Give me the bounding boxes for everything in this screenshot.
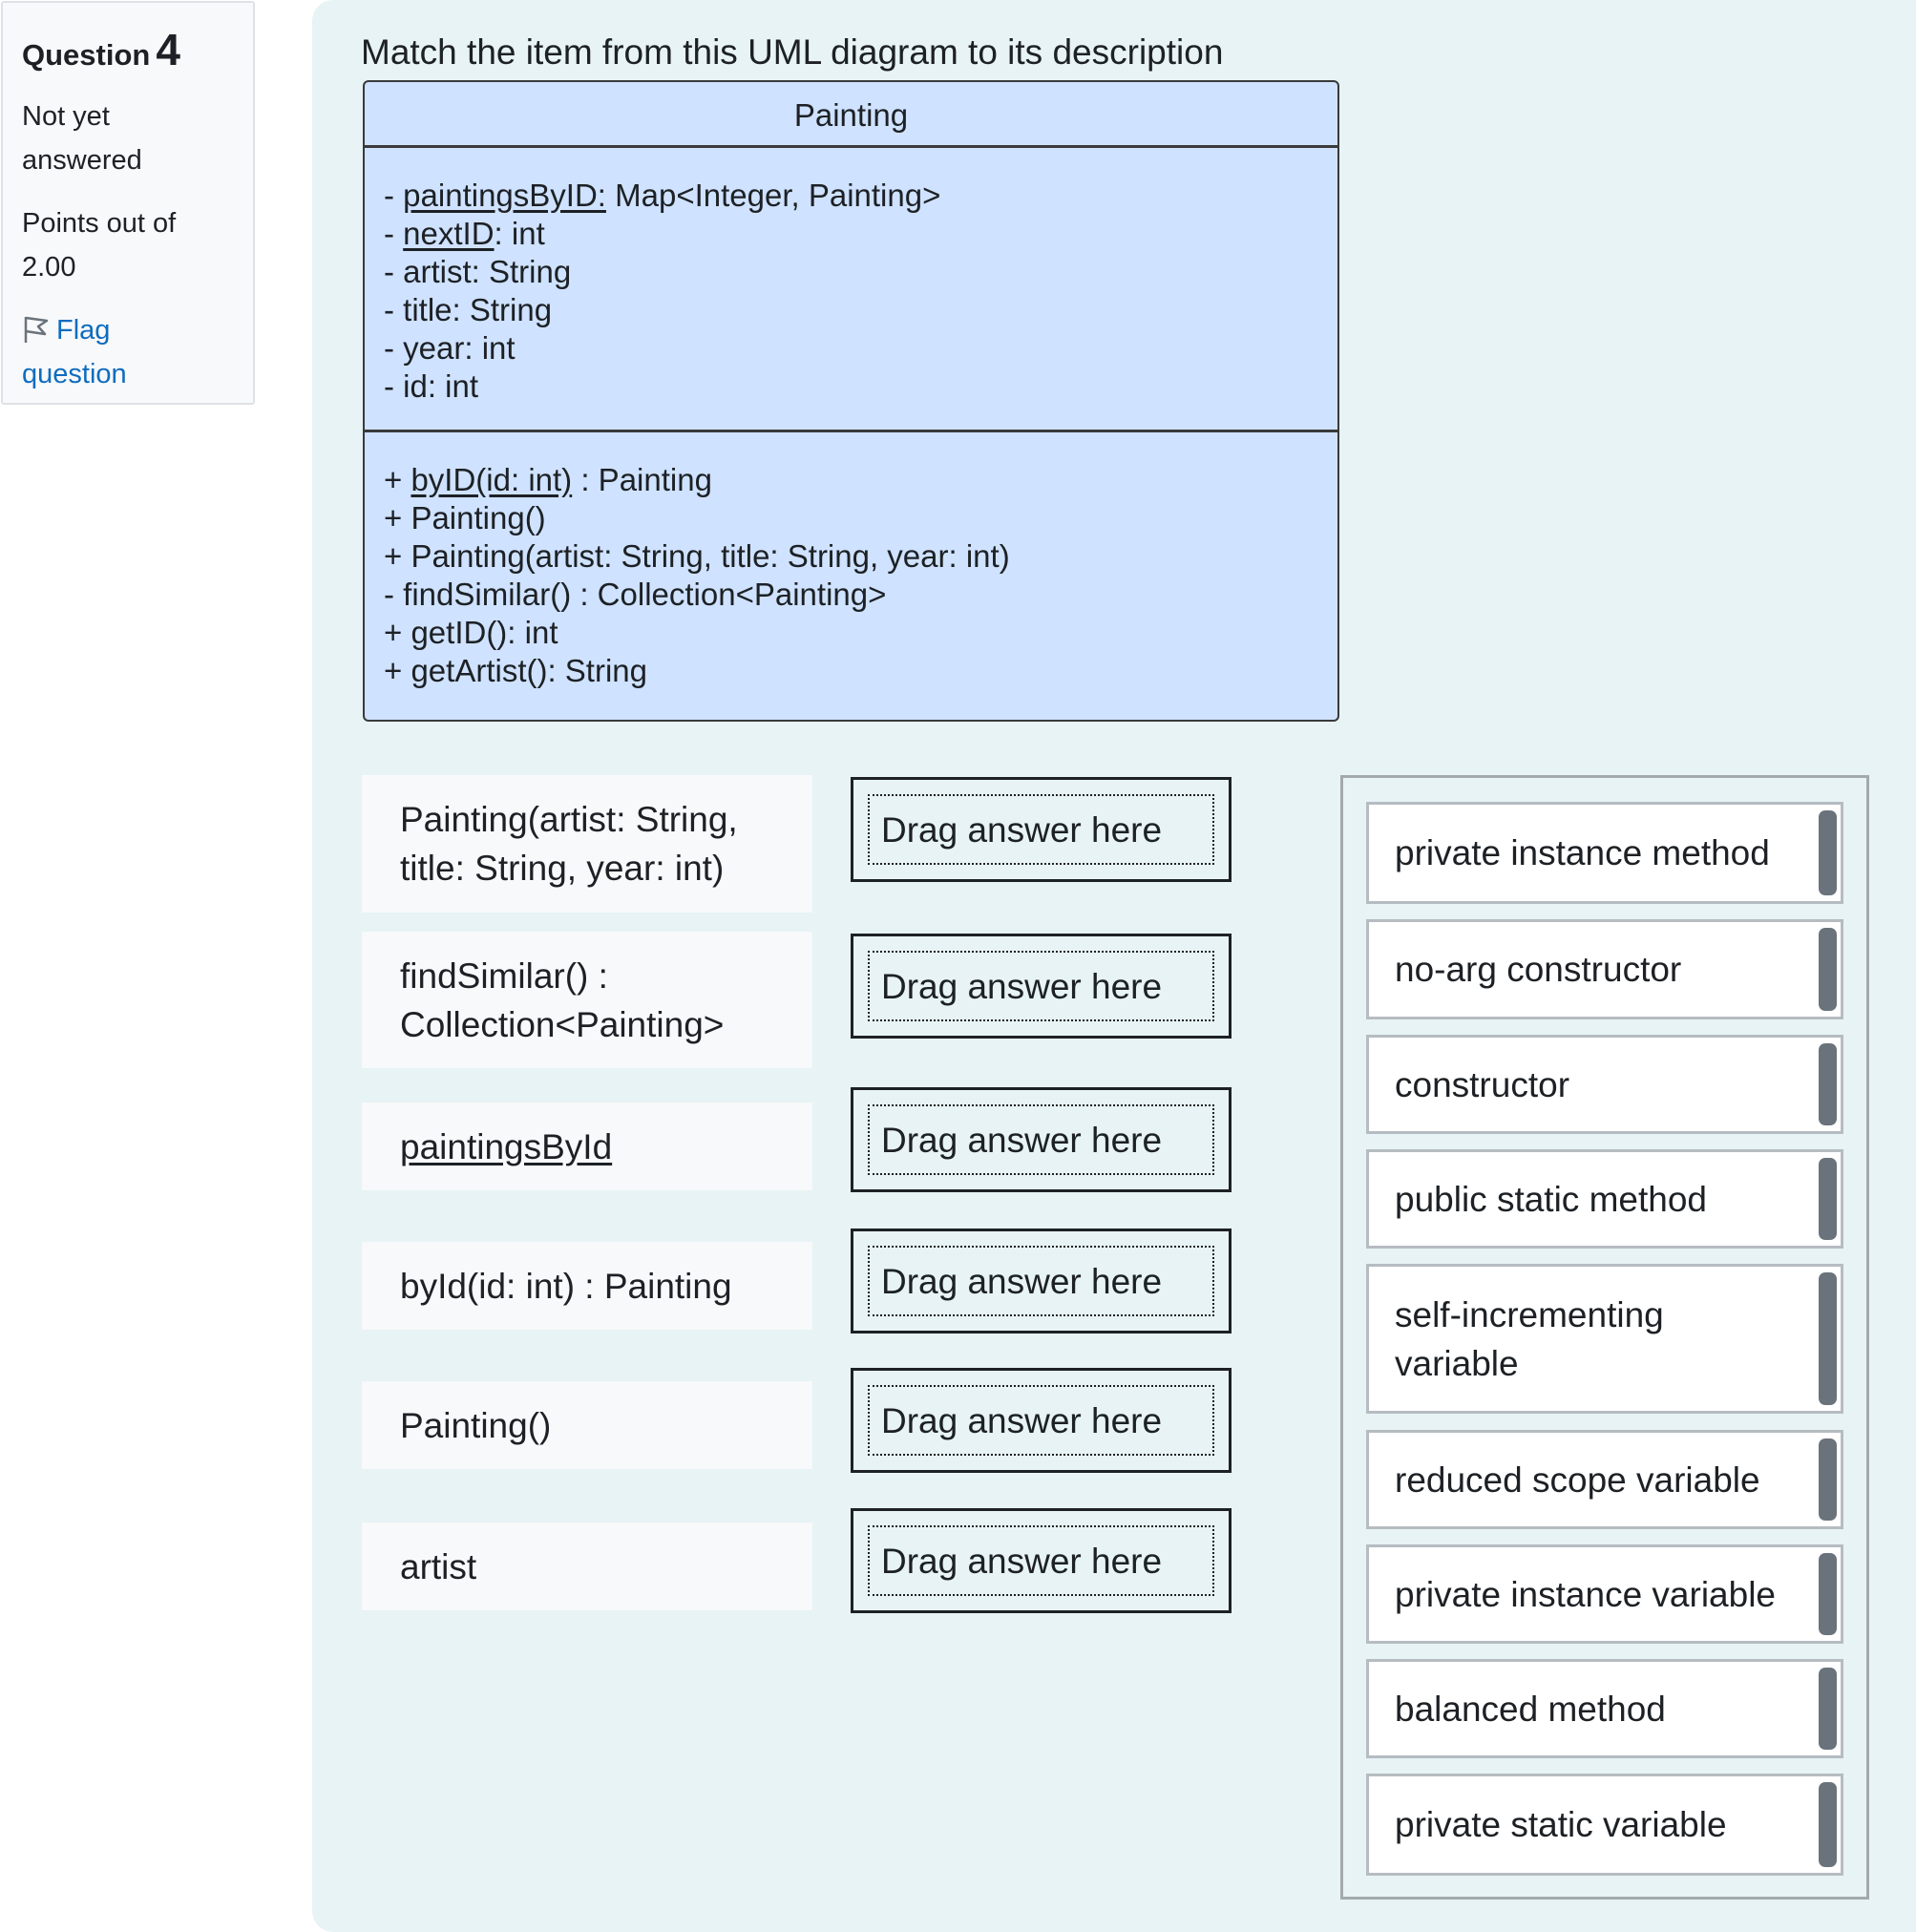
uml-attributes	[365, 148, 1337, 432]
question-num: 4	[156, 25, 180, 74]
drop-zone-4[interactable]	[851, 1228, 1232, 1334]
choice-item[interactable]	[1366, 802, 1843, 904]
choice-label[interactable]: private instance variable	[1395, 1574, 1776, 1614]
stem-text: findSimilar() :	[400, 956, 608, 996]
uml-op-static-name: byID(id: int)	[411, 462, 573, 497]
choice-label[interactable]: private static variable	[1395, 1805, 1727, 1844]
uml-operations	[365, 432, 1337, 690]
choice-label[interactable]: constructor	[1395, 1064, 1570, 1104]
stem-text: Collection<Painting>	[400, 1004, 725, 1044]
match-stem-5	[362, 1381, 812, 1469]
drop-placeholder[interactable]: Drag answer here	[868, 794, 1214, 865]
drag-handle-icon[interactable]	[1819, 1158, 1837, 1240]
uml-op-row: - findSimilar() : Collection<Painting>	[384, 577, 887, 612]
drop-placeholder[interactable]: Drag answer here	[868, 951, 1214, 1021]
drag-handle-icon[interactable]	[1819, 928, 1837, 1011]
choice-label[interactable]: public static method	[1395, 1179, 1708, 1219]
uml-class-name: Painting	[365, 82, 1337, 148]
choice-label[interactable]: self-incrementing variable	[1395, 1294, 1664, 1383]
drag-handle-icon[interactable]	[1819, 810, 1837, 895]
drag-handle-icon[interactable]	[1819, 1668, 1837, 1750]
choice-item[interactable]	[1366, 1035, 1843, 1134]
uml-op-return: : Painting	[572, 462, 712, 497]
choice-label[interactable]: no-arg constructor	[1395, 950, 1682, 989]
choice-item[interactable]	[1366, 1264, 1843, 1414]
drag-handle-icon[interactable]	[1819, 1438, 1837, 1521]
uml-attr-static-name: nextID	[403, 216, 495, 251]
flag-question-link[interactable]	[22, 308, 234, 396]
uml-attr-type: : int	[494, 216, 545, 251]
drag-handle-icon[interactable]	[1819, 1043, 1837, 1125]
uml-class-diagram	[363, 80, 1339, 722]
uml-attr-prefix: -	[384, 216, 404, 251]
drag-handle-icon[interactable]	[1819, 1782, 1837, 1867]
drop-zone-2[interactable]	[851, 934, 1232, 1039]
match-stem-4	[362, 1242, 812, 1330]
uml-attr-prefix: -	[384, 178, 404, 213]
question-state	[22, 94, 234, 182]
choice-item[interactable]	[1366, 919, 1843, 1019]
question-label: Question	[22, 38, 151, 72]
choice-item[interactable]	[1366, 1544, 1843, 1644]
flag-icon	[22, 315, 56, 346]
question-info	[1, 1, 255, 405]
uml-op-prefix: +	[384, 462, 411, 497]
stem-text: title: String, year: int)	[400, 849, 725, 888]
drop-zone-1[interactable]	[851, 777, 1232, 882]
drop-zone-6[interactable]	[851, 1508, 1232, 1613]
grade-line: Points out of	[22, 208, 177, 239]
uml-attr-row: - title: String	[384, 292, 553, 327]
drop-placeholder[interactable]: Drag answer here	[868, 1246, 1214, 1316]
choice-label[interactable]: reduced scope variable	[1395, 1460, 1760, 1500]
uml-op-row: + getArtist(): String	[384, 653, 648, 688]
drop-placeholder[interactable]: Drag answer here	[868, 1525, 1214, 1596]
uml-attr-row: - artist: String	[384, 254, 572, 289]
match-stem-2	[362, 932, 812, 1068]
stem-text: artist	[400, 1546, 477, 1586]
drop-placeholder[interactable]: Drag answer here	[868, 1385, 1214, 1456]
match-stem-1	[362, 775, 812, 913]
flag-label-1[interactable]: Flag	[56, 315, 111, 346]
stem-text: byId(id: int) : Painting	[400, 1266, 732, 1306]
choice-item[interactable]	[1366, 1430, 1843, 1529]
state-line: answered	[22, 145, 142, 176]
uml-attr-static-name: paintingsByID:	[403, 178, 606, 213]
uml-attr-row	[384, 215, 1337, 253]
choice-item[interactable]	[1366, 1659, 1843, 1758]
flag-label-2[interactable]: question	[22, 359, 127, 389]
uml-op-row	[384, 461, 1337, 499]
drop-zone-3[interactable]	[851, 1087, 1232, 1192]
choice-label[interactable]: private instance method	[1395, 833, 1770, 872]
state-line: Not yet	[22, 101, 110, 132]
choice-item[interactable]	[1366, 1774, 1843, 1876]
drag-handle-icon[interactable]	[1819, 1553, 1837, 1635]
match-stem-6	[362, 1522, 812, 1610]
uml-op-row: + Painting()	[384, 500, 546, 536]
choice-item[interactable]	[1366, 1149, 1843, 1249]
question-grade	[22, 201, 234, 289]
grade-line: 2.00	[22, 252, 76, 283]
uml-attr-row: - year: int	[384, 330, 516, 366]
stem-text: Painting()	[400, 1405, 552, 1445]
drop-zone-5[interactable]	[851, 1368, 1232, 1473]
uml-op-row: + Painting(artist: String, title: String, year: int)	[384, 538, 1010, 574]
uml-attr-row	[384, 177, 1337, 215]
choice-label[interactable]: balanced method	[1395, 1689, 1666, 1729]
drop-placeholder[interactable]: Drag answer here	[868, 1104, 1214, 1175]
stem-text: Painting(artist: String,	[400, 800, 738, 839]
stem-text: paintingsById	[400, 1126, 613, 1166]
uml-attr-type: Map<Integer, Painting>	[605, 178, 941, 213]
uml-op-row: + getID(): int	[384, 615, 558, 650]
drag-handle-icon[interactable]	[1819, 1272, 1837, 1405]
match-stem-3	[362, 1102, 812, 1190]
uml-attr-row: - id: int	[384, 368, 479, 404]
question-number	[22, 24, 234, 75]
question-prompt: Match the item from this UML diagram to its description	[361, 32, 1224, 72]
